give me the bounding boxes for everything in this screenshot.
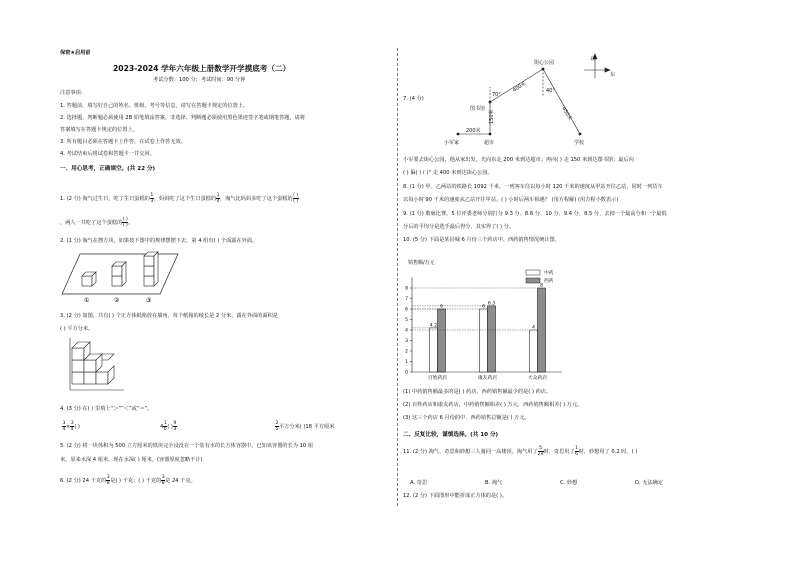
legend-swatch bbox=[526, 270, 540, 275]
map-north: 北 bbox=[590, 56, 596, 62]
cube-pattern-figure bbox=[60, 250, 180, 308]
q7-line2: ( ) 偏( ) ( )° 走 400 米到达街心公园。 bbox=[403, 170, 493, 176]
q6-text: 6. (2 分) 24 千克的 $\frac{3}{8}$ 是( ) 千克；( ) 千克的 $\frac{3}{8}$ 是 24 千克。 bbox=[60, 475, 196, 486]
y-tick-label: 6 bbox=[405, 307, 408, 313]
q3-line1: 3. (2 分) 如图，共有( ) 个正方体纸箱放在墙角，每个纸箱的棱长是 2 分米，露在外面的面积是 bbox=[60, 313, 278, 319]
q9-line1: 9. (1 分) 歌咏比赛，5 位评委老师分别打分 9.3 分、8.6 分、10 分、9.4 分、8.5 分，去掉一个最高分和一个最低 bbox=[403, 211, 667, 217]
map-d400: 400米 bbox=[511, 80, 528, 94]
y-tick-label: 3 bbox=[405, 339, 408, 345]
column-divider bbox=[397, 48, 398, 506]
corner-cubes-figure bbox=[66, 338, 126, 398]
y-tick-label: 7 bbox=[405, 297, 408, 303]
q10-sub2: (2) 百姓药店和康友药店，中药销售额相差( ) 万元，西药销售额相差( ) 万元。 bbox=[403, 402, 583, 408]
q4-expr-3: $\frac{2}{5}$ 平方分米( )18 平方厘米 bbox=[275, 421, 335, 432]
chart-ylabel: 销售额/万元 bbox=[408, 260, 435, 266]
q10-text: 10. (5 分) 下面是某县城 6 月份三个药店中、西药销售情况统计图。 bbox=[403, 237, 560, 243]
group-label-2: ② bbox=[114, 297, 120, 304]
q8-line1: 8. (1 分) 甲、乙两站的铁路长 1092 千米，一列客车往以每小时 120 千米的速度从甲站开往乙站，同时一列货车 bbox=[403, 184, 663, 190]
section1-heading: 一、用心思考，正确填空。(共 22 分) bbox=[60, 166, 156, 172]
bar-value-label: 6.3 bbox=[487, 301, 496, 307]
y-tick-label: 4 bbox=[405, 328, 408, 334]
map-library: 图书馆 bbox=[470, 106, 486, 112]
q11-option-d[interactable]: D. 无法确定 bbox=[635, 480, 664, 486]
fraction: $\frac{1}{3}$ bbox=[150, 193, 154, 204]
map-home: 小军家 bbox=[444, 140, 460, 146]
bar-zhong bbox=[430, 328, 438, 372]
map-school: 学校 bbox=[574, 140, 585, 146]
bar-value-label: 8 bbox=[540, 283, 543, 289]
category-label: 百姓药店 bbox=[427, 376, 448, 381]
q2-text: 2. (1 分) 淘气在摆方块，如果按下图中的规律摆摆下去，第 4 组有( ) 个面露在外面。 bbox=[60, 238, 258, 244]
map-angle-70: 70° bbox=[492, 92, 501, 98]
q10-sub3: (3) 这三个药店 6 月份的中、西药销售总额是( ) 万元。 bbox=[403, 415, 530, 421]
q10-sub1: (1) 中药销售额最多的是( ) 药店，西药销售额最少的是( ) 药店。 bbox=[403, 389, 552, 395]
group-label-3: ③ bbox=[146, 297, 152, 304]
q1-line1: 1. (2 分) 淘气过生日，吃了生日蛋糕的 $\frac{1}{3}$ ，妈妈吃了这个生日蛋糕的 $\frac{1}{4}$ ，淘气比妈妈多吃了这个蛋糕的 $\frac{( )}{( )}$ bbox=[60, 193, 299, 204]
section2-heading: 二、反复比较，谨慎选择。(共 10 分) bbox=[403, 432, 499, 438]
map-east: 东 bbox=[610, 72, 616, 78]
note-4: 4. 考试结束后将试卷和答题卡一并交回。 bbox=[60, 151, 155, 157]
notes-heading: 注意事项： bbox=[60, 90, 86, 96]
page-title: 2023-2024 学年六年级上册数学开学摸底考（二） bbox=[113, 64, 291, 73]
bar-xi bbox=[438, 309, 446, 372]
q11-option-b[interactable]: B. 淘气 bbox=[485, 480, 503, 486]
y-tick-label: 8 bbox=[405, 286, 408, 292]
y-tick-label: 0 bbox=[405, 370, 408, 376]
note-1: 1. 答题前，填写好自己的姓名、班级、考号等信息，请写在答题卡规定的位置上。 bbox=[60, 103, 249, 109]
q11-text: 11. (2 分) 淘气、奇思和妙想三人骑同一高楼顶，淘气用了 $\frac{5}{24}$ 时，奇思用了 $\frac{1}{6}$ 时，妙想用了 0.2 时。( ) bbox=[403, 446, 638, 457]
fraction: $\frac{1}{4}$ bbox=[216, 193, 220, 204]
bar-value-label: 4 bbox=[532, 325, 535, 331]
map-d450: 450米 bbox=[560, 106, 573, 122]
y-tick-label: 2 bbox=[405, 349, 408, 355]
category-label: 大众药店 bbox=[527, 376, 548, 381]
route-map-figure bbox=[440, 52, 625, 152]
bar-zhong bbox=[530, 330, 538, 372]
note-2-cont: 答案填写在答题卡规定的位置上。 bbox=[60, 127, 138, 133]
note-2: 2. 选择题、判断题必须使用 2B 铅笔填涂答案，非选择、判断题必须使用黑色墨迹签字笔或钢笔答题，请将 bbox=[60, 115, 306, 121]
y-tick-label: 1 bbox=[405, 360, 408, 366]
q12-text: 12. (2 分) 下面图形中能折成正方体的是( )。 bbox=[403, 493, 508, 499]
bar-zhong bbox=[480, 309, 488, 372]
bar-xi bbox=[488, 306, 496, 372]
q8-line2: 以每小时 90 千米的速度从乙站开往甲站。( ) 小时后两车相遇？ (用方程解) (用方程小数表示) bbox=[403, 197, 619, 203]
y-tick-label: 5 bbox=[405, 318, 408, 324]
sales-bar-chart bbox=[400, 254, 580, 384]
bar-value-label: 4.2 bbox=[429, 323, 438, 329]
legend-label: 西药 bbox=[544, 279, 554, 284]
q9-line2: 分后的平均分是选手最后得分，其实得了( ) 分。 bbox=[403, 224, 515, 230]
bar-xi bbox=[538, 288, 546, 372]
legend-swatch bbox=[526, 278, 540, 283]
legend-label: 中药 bbox=[544, 271, 554, 276]
q5-line2: 米，原来水深 4 厘米，现在水深( ) 厘米。(容器厚度忽略不计) bbox=[60, 457, 203, 463]
q3-line2: ( ) 平方分米。 bbox=[60, 326, 94, 332]
map-park: 街心公园 bbox=[534, 60, 555, 66]
bar-value-label: 6 bbox=[440, 304, 443, 310]
fraction: $\frac{( )}{( )}$ bbox=[122, 217, 128, 228]
category-label: 康友药店 bbox=[477, 376, 498, 381]
score-time: 考试分数：100 分；考试时间：90 分钟 bbox=[153, 77, 246, 83]
bar-value-label: 6 bbox=[482, 304, 485, 310]
fraction: $\frac{( )}{( )}$ bbox=[293, 193, 299, 204]
group-label-1: ① bbox=[84, 297, 90, 304]
q1-line2: ，两人一共吃了这个蛋糕的 $\frac{( )}{( )}$ 。 bbox=[60, 217, 134, 228]
q4-text: 4. (3 分) 在( ) 里填上“＞”“＜”或“＝”。 bbox=[60, 406, 153, 412]
map-market: 超市 bbox=[484, 140, 495, 146]
map-angle-40: 40° bbox=[546, 88, 555, 94]
q11-option-a[interactable]: A. 奇思 bbox=[410, 480, 428, 486]
secret-label: 保密★启用前 bbox=[60, 50, 91, 56]
map-d200: 200米 bbox=[466, 128, 481, 134]
q7-line1: 小军要去街心公园，他从家出发，先向东走 200 米到达超市；再向( ) 走 150 米到达图书馆；最后向 bbox=[403, 157, 634, 163]
q7-number: 7. (4 分) bbox=[403, 96, 424, 102]
q4-expr-1: $\frac{3}{4}$ × $\frac{3}{4}$ ( ) bbox=[62, 421, 80, 432]
q11-option-c[interactable]: C. 妙想 bbox=[560, 480, 578, 486]
q4-expr-2: 4 $\frac{1}{6}$ ( ) $\frac{9}{3}$ bbox=[160, 421, 177, 432]
note-3: 3. 所有题目必须在答题卡上作答，在试卷上作答无效。 bbox=[60, 139, 186, 145]
map-d150: 150米 bbox=[489, 109, 495, 124]
q5-line1: 5. (2 分) 将一块体积为 500 立方厘米的铁块完全浸没在一个装有水的长方体容器中，已知该容器的长为 10 厘 bbox=[60, 443, 314, 449]
